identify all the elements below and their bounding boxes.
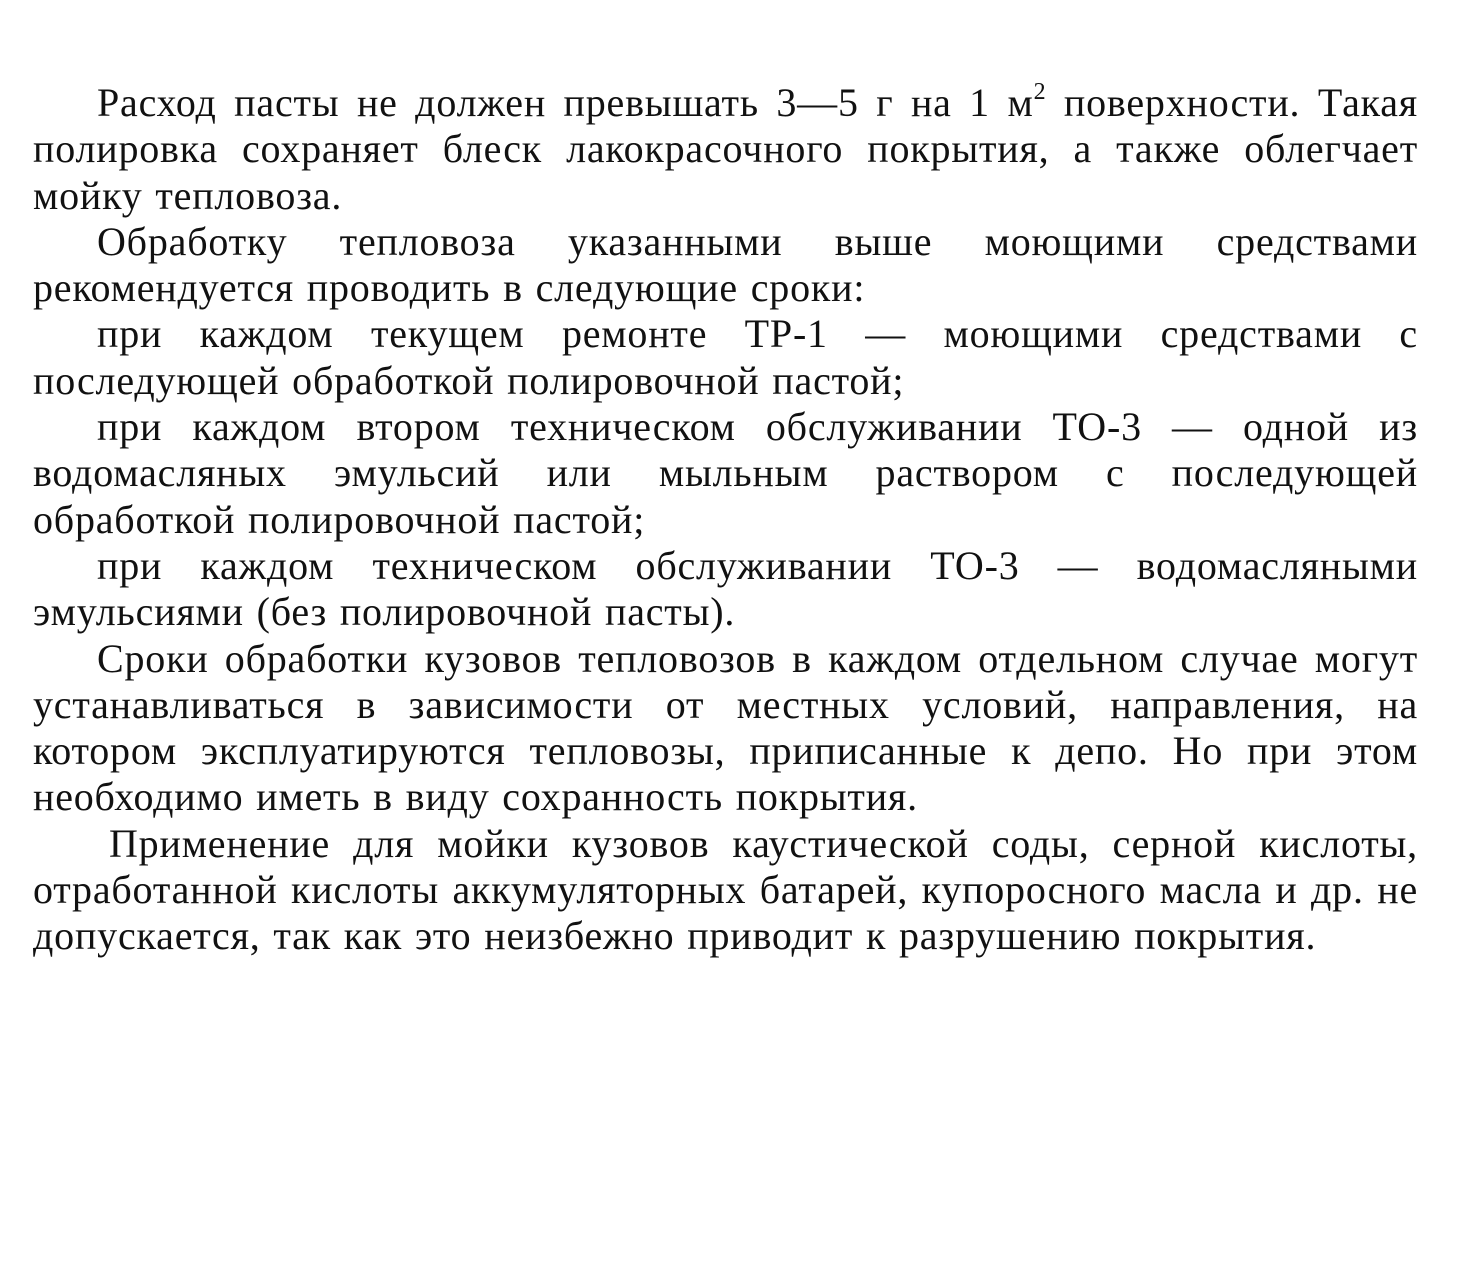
list-item-to3-second: при каждом втором техническом обслуживании ТО-3 — одной из водомасляных эмульсий или мыльным раствором с последующей обработкой полировочной пастой;	[33, 404, 1418, 542]
paragraph-processing-schedule: Обработку тепловоза указанными выше моющими средствами рекомендуется проводить в следующие сроки:	[33, 218, 1418, 311]
paste-consumption-text-cont: поверхности. Такая полировка сохраняет блеск лакокрасочного покрытия, а также облегчает мойку тепловоза.	[33, 80, 1418, 218]
list-item-tr1: при каждом текущем ремонте ТР-1 — моющими средствами с последующей обработкой полировочной пастой;	[33, 311, 1418, 403]
paragraph-paste-consumption	[33, 80, 1418, 219]
paragraph-prohibited-agents: Применение для мойки кузовов каустической соды, серной кислоты, отработанной кислоты аккумуляторных батарей, купоросного масла и др. не допускается, так как это неизбежно приводит к разрушению покрытия.	[33, 820, 1418, 959]
body-text	[33, 80, 1418, 960]
list-item-to3-each: при каждом техническом обслуживании ТО-3 — водомасляными эмульсиями (без полировочной пасты).	[33, 542, 1418, 635]
square-meter-superscript: 2	[1033, 79, 1047, 106]
paragraph-processing-terms: Сроки обработки кузовов тепловозов в каждом отдельном случае могут устанавливаться в зависимости от местных условий, направления, на котором эксплуатируются тепловозы, приписанные к депо. Но при этом необходимо иметь в виду сохранность покрытия.	[33, 635, 1418, 820]
paste-consumption-text: Расход пасты не должен превышать 3—5 г на 1 м	[97, 80, 1034, 125]
